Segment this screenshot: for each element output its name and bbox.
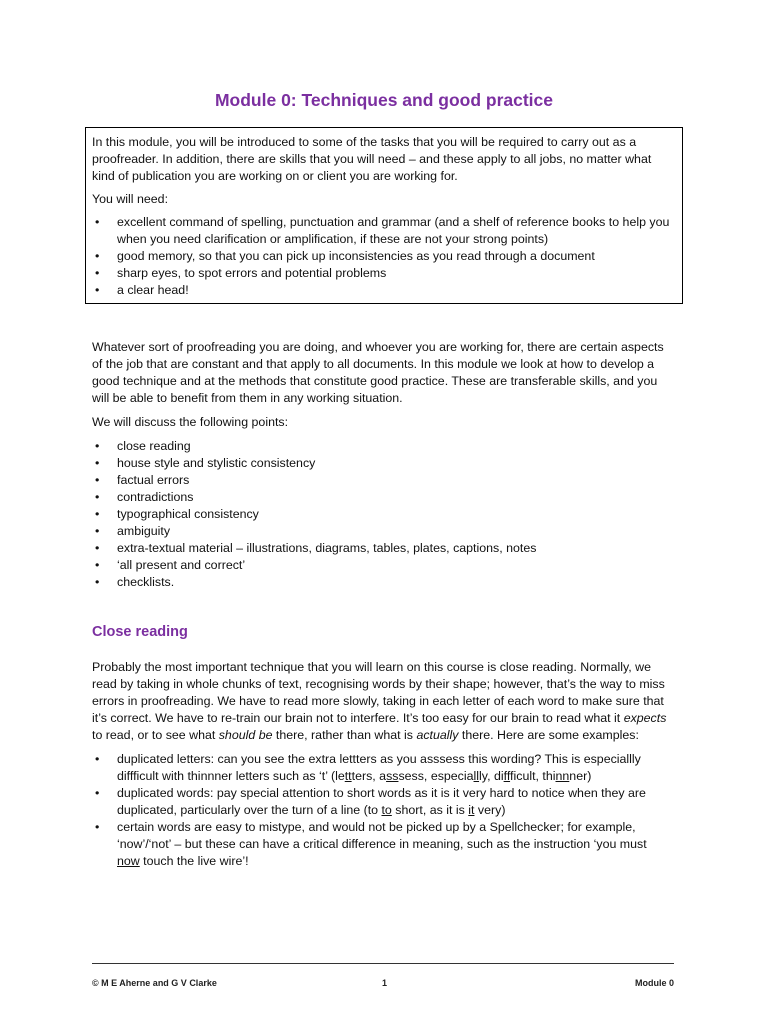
page-number: 1 <box>382 978 388 988</box>
list-item: • checklists. <box>95 575 175 589</box>
intro-paragraph: In this module, you will be introduced to some of the tasks that you will be required to carry out as a proofreader. In addition, there are skills that you will need – and these apply to all jobs, no matter what kind of publication you are working on or client you are working for. <box>92 135 652 183</box>
bullet-icon: • <box>95 524 100 538</box>
bullet-icon: • <box>95 786 100 800</box>
bullet-icon: • <box>95 507 100 521</box>
list-item: • excellent command of spelling, punctuation and grammar (and a shelf of reference books to help you when you need clarification or amplification, if these are not your strong points) <box>95 215 670 246</box>
needs-list <box>92 214 676 299</box>
bullet-icon: • <box>95 249 100 263</box>
list-item: • certain words are easy to mistype, and would not be picked up by a Spellchecker; for example, ‘now’/‘not’ – but these can have a critical difference in meaning, such as the instruction ‘you must now touch the live wire’! <box>95 820 647 868</box>
overview-paragraph: Whatever sort of proofreading you are doing, and whoever you are working for, there are certain aspects of the job that are constant and that apply to all documents. In this module we look at how to develop a good technique and at the methods that constitute good practice. These are transferable skills, and you will be able to benefit from them in any working situation. <box>92 340 664 405</box>
examples-list <box>92 751 672 870</box>
intro-box <box>85 127 683 304</box>
bullet-icon: • <box>95 439 100 453</box>
bullet-icon: • <box>95 215 100 229</box>
list-item: • factual errors <box>95 473 190 487</box>
page-title: Module 0: Techniques and good practice <box>214 90 554 110</box>
points-lead: We will discuss the following points: <box>92 415 289 429</box>
list-item: • good memory, so that you can pick up inconsistencies as you read through a document <box>95 249 595 263</box>
list-item: • typographical consistency <box>95 507 259 521</box>
bullet-icon: • <box>95 558 100 572</box>
overview-section <box>92 339 672 591</box>
footer-rule <box>92 963 674 964</box>
bullet-icon: • <box>95 752 100 766</box>
list-item: • sharp eyes, to spot errors and potential problems <box>95 266 387 280</box>
bullet-icon: • <box>95 820 100 834</box>
bullet-icon: • <box>95 575 100 589</box>
bullet-icon: • <box>95 266 100 280</box>
bullet-icon: • <box>95 490 100 504</box>
close-reading-section <box>92 659 672 870</box>
list-item: • contradictions <box>95 490 194 504</box>
points-list <box>92 438 672 591</box>
list-item: • a clear head! <box>95 283 189 297</box>
section-heading-close-reading: Close reading <box>92 624 188 640</box>
list-item: • house style and stylistic consistency <box>95 456 316 470</box>
list-item: • extra-textual material – illustrations, diagrams, tables, plates, captions, notes <box>95 541 537 555</box>
footer-module: Module 0 <box>634 978 674 988</box>
list-item: • duplicated words: pay special attention to short words as it is it very hard to notice when they are duplicated, particularly over the turn of a line (to to short, as it is it very) <box>95 786 646 817</box>
list-item: • close reading <box>95 439 191 453</box>
list-item: • duplicated letters: can you see the extra lettters as you asssess this wording? This is especiallly diffficult with thinnner letters such as ‘t’ (lettters, asssess, especiallly, diffficult, thinnner) <box>95 752 641 783</box>
bullet-icon: • <box>95 456 100 470</box>
bullet-icon: • <box>95 541 100 555</box>
bullet-icon: • <box>95 283 100 297</box>
footer-copyright: © M E Aherne and G V Clarke <box>92 978 217 988</box>
list-item: • ‘all present and correct’ <box>95 558 246 572</box>
intro-lead: You will need: <box>92 192 169 206</box>
bullet-icon: • <box>95 473 100 487</box>
close-reading-paragraph: Probably the most important technique that you will learn on this course is close reading. Normally, we read by taking in whole chunks of text, recognising words by their shape; however, that’s the way to miss errors in proofreading. We have to read more slowly, taking in each letter of each word to make sure that it’s correct. We have to re-train our brain not to interfere. It’s too easy for our brain to read what it expects to read, or to see what should be there, rather than what is actually there. Here are some examples: <box>92 660 667 742</box>
list-item: • ambiguity <box>95 524 171 538</box>
